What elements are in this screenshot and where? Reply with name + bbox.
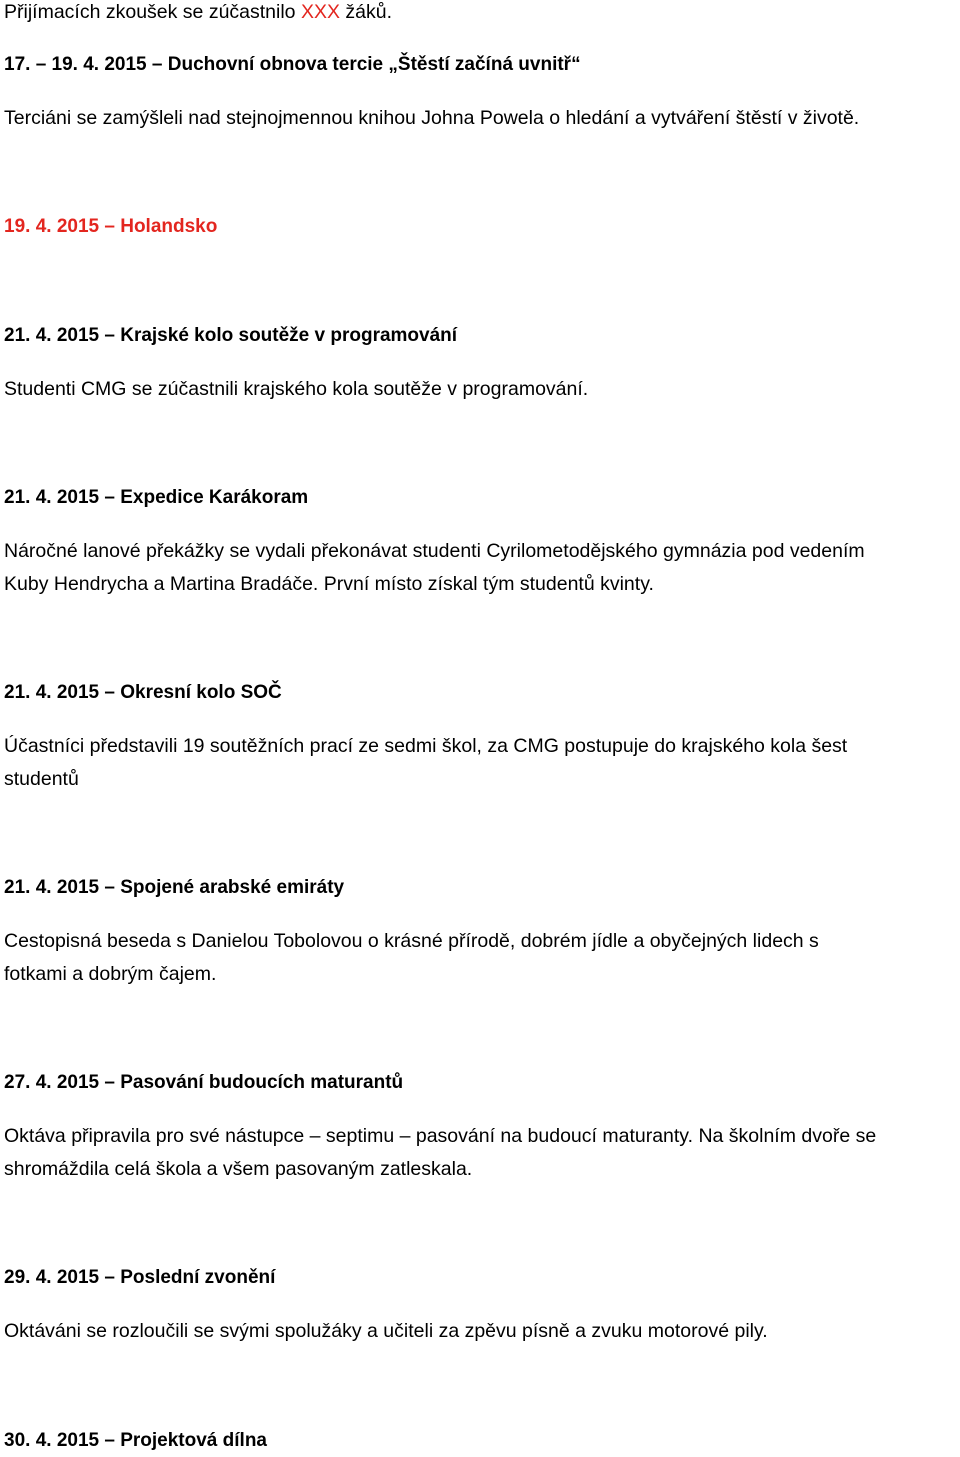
entry-date: 27. 4. 2015 –	[4, 1072, 121, 1093]
entry-title: Expedice Karákoram	[120, 487, 309, 508]
entry-date: 21. 4. 2015 –	[4, 487, 121, 508]
entry-date: 19. 4. 2015 –	[4, 216, 121, 237]
intro-suffix: žáků.	[339, 1, 393, 23]
entry-heading	[4, 319, 457, 352]
entry-title: Duchovní obnova tercie „Štěstí začíná uvnitř“	[167, 54, 581, 75]
entry-title: Poslední zvonění	[120, 1267, 276, 1288]
entry-body-line: Náročné lanové překážky se vydali překonávat studenti Cyrilometodějského gymnázia pod vedením	[4, 540, 865, 562]
entry-title: Krajské kolo soutěže v programování	[120, 325, 458, 346]
entry-title: Holandsko	[120, 216, 218, 237]
entry-heading	[4, 1261, 275, 1294]
entry-heading	[4, 1424, 267, 1457]
entry-body-line: Terciáni se zamýšleli nad stejnojmennou knihou Johna Powela o hledání a vytváření štěstí v životě.	[4, 107, 860, 129]
intro-prefix: Přijímacích zkoušek se zúčastnilo	[4, 1, 301, 23]
entry-body-line: Cestopisná beseda s Danielou Tobolovou o krásné přírodě, dobrém jídle a obyčejných lidech s	[4, 930, 819, 952]
entry-heading	[4, 676, 282, 709]
entry-title: Spojené arabské emiráty	[120, 877, 345, 898]
entry-body-line: studentů	[4, 768, 79, 790]
entry-date: 21. 4. 2015 –	[4, 877, 121, 898]
entry-body-line: Studenti CMG se zúčastnili krajského kola soutěže v programování.	[4, 378, 589, 400]
entry-heading	[4, 481, 308, 514]
entry-heading	[4, 48, 581, 81]
entry-date: 30. 4. 2015 –	[4, 1430, 121, 1451]
entry-body-line: Účastníci představili 19 soutěžních prací ze sedmi škol, za CMG postupuje do krajského kola šest	[4, 735, 848, 757]
intro-count: XXX	[300, 1, 340, 23]
entry-title: Okresní kolo SOČ	[120, 682, 282, 703]
entry-body-line: Oktáva připravila pro své nástupce – septimu – pasování na budoucí maturanty. Na školním dvoře se	[4, 1125, 877, 1147]
entry-heading	[4, 871, 344, 904]
entry-heading	[4, 1066, 403, 1099]
entry-date: 29. 4. 2015 –	[4, 1267, 121, 1288]
entry-body-line: Kuby Hendrycha a Martina Bradáče. První místo získal tým studentů kvinty.	[4, 573, 654, 595]
entry-date: 21. 4. 2015 –	[4, 325, 121, 346]
entry-body-line: fotkami a dobrým čajem.	[4, 963, 217, 985]
intro-line	[4, 0, 392, 29]
entry-date: 17. – 19. 4. 2015 –	[4, 54, 168, 75]
entry-body-line: Oktáváni se rozloučili se svými spolužáky a učiteli za zpěvu písně a zvuku motorové pily.	[4, 1320, 768, 1342]
entry-heading	[4, 210, 217, 243]
entry-body-line: shromáždila celá škola a všem pasovaným zatleskala.	[4, 1158, 473, 1180]
entry-date: 21. 4. 2015 –	[4, 682, 121, 703]
entry-title: Pasování budoucích maturantů	[120, 1072, 404, 1093]
entry-title: Projektová dílna	[120, 1430, 267, 1451]
